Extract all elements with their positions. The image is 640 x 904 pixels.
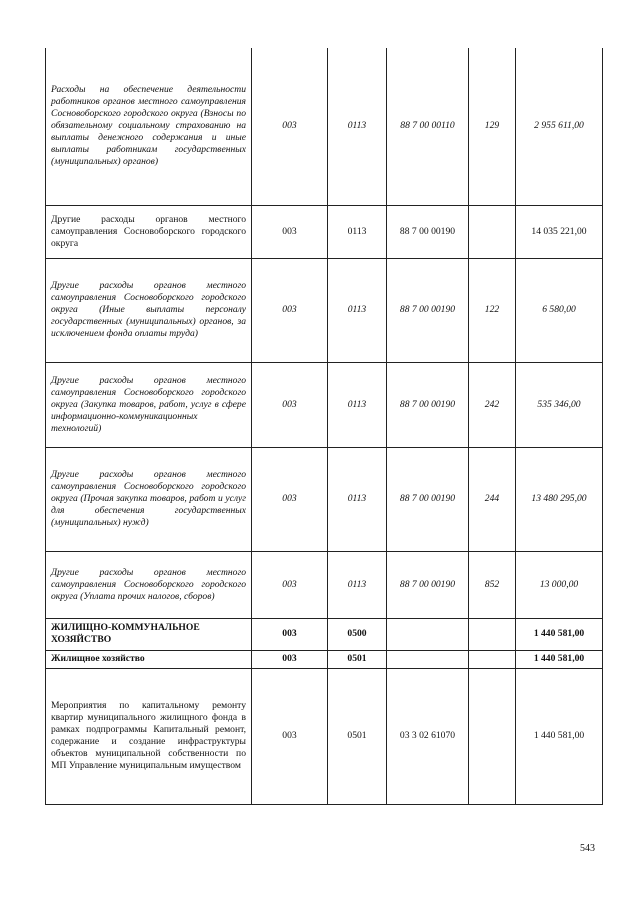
- table-row: [46, 362, 603, 447]
- row-expense-type: 129: [469, 48, 516, 205]
- row-ved-code: 003: [252, 205, 328, 258]
- row-amount: 1 440 581,00: [516, 668, 603, 804]
- row-amount: 535 346,00: [516, 362, 603, 447]
- row-target-article: [387, 618, 469, 650]
- row-ved-code: 003: [252, 668, 328, 804]
- row-description: Мероприятия по капитальному ремонту квартир муниципального жилищного фонда в рамках подпрограммы Капитальный ремонт, содержание и создание инфраструктуры объектов муниципальной собственности по МП Управление муниципальным имуществом: [46, 668, 252, 804]
- row-amount: 14 035 221,00: [516, 205, 603, 258]
- row-section-code: 0113: [328, 362, 387, 447]
- row-description: ЖИЛИЩНО-КОММУНАЛЬНОЕ ХОЗЯЙСТВО: [46, 618, 252, 650]
- row-target-article: [387, 650, 469, 668]
- row-expense-type: [469, 618, 516, 650]
- row-amount: 1 440 581,00: [516, 618, 603, 650]
- page-number: 543: [580, 843, 595, 854]
- row-section-code: 0501: [328, 668, 387, 804]
- table-row: [46, 650, 603, 668]
- row-description: Расходы на обеспечение деятельности работников органов местного самоуправления Сосновоборского городского округа (Взносы по обязательному социальному страхованию на выплаты денежного содержания и иные выплаты работникам государственных (муниципальных) органов): [46, 48, 252, 205]
- row-ved-code: 003: [252, 551, 328, 618]
- row-target-article: 88 7 00 00190: [387, 551, 469, 618]
- row-target-article: 88 7 00 00190: [387, 258, 469, 362]
- row-expense-type: 852: [469, 551, 516, 618]
- row-expense-type: [469, 668, 516, 804]
- row-target-article: 88 7 00 00190: [387, 362, 469, 447]
- row-section-code: 0501: [328, 650, 387, 668]
- row-description: Жилищное хозяйство: [46, 650, 252, 668]
- row-ved-code: 003: [252, 650, 328, 668]
- row-section-code: 0113: [328, 551, 387, 618]
- row-amount: 2 955 611,00: [516, 48, 603, 205]
- table-row: [46, 618, 603, 650]
- row-description: Другие расходы органов местного самоуправления Сосновоборского городского округа (Прочая закупка товаров, работ и услуг для обеспечения государственных (муниципальных) нужд): [46, 447, 252, 551]
- row-expense-type: 122: [469, 258, 516, 362]
- row-description: Другие расходы органов местного самоуправления Сосновоборского городского округа: [46, 205, 252, 258]
- row-description: Другие расходы органов местного самоуправления Сосновоборского городского округа (Закупка товаров, работ, услуг в сфере информационно-коммуникационных технологий): [46, 362, 252, 447]
- row-ved-code: 003: [252, 48, 328, 205]
- table-row: [46, 205, 603, 258]
- row-amount: 6 580,00: [516, 258, 603, 362]
- row-expense-type: 242: [469, 362, 516, 447]
- row-target-article: 88 7 00 00190: [387, 447, 469, 551]
- row-ved-code: 003: [252, 258, 328, 362]
- row-ved-code: 003: [252, 618, 328, 650]
- table-row: [46, 447, 603, 551]
- row-description: Другие расходы органов местного самоуправления Сосновоборского городского округа (Уплата прочих налогов, сборов): [46, 551, 252, 618]
- table-row: [46, 551, 603, 618]
- table-row: [46, 48, 603, 205]
- row-expense-type: 244: [469, 447, 516, 551]
- table-row: [46, 258, 603, 362]
- row-amount: 13 480 295,00: [516, 447, 603, 551]
- row-ved-code: 003: [252, 362, 328, 447]
- row-amount: 1 440 581,00: [516, 650, 603, 668]
- row-section-code: 0113: [328, 48, 387, 205]
- row-section-code: 0113: [328, 447, 387, 551]
- table-row: [46, 668, 603, 804]
- row-ved-code: 003: [252, 447, 328, 551]
- row-section-code: 0113: [328, 205, 387, 258]
- row-target-article: 88 7 00 00190: [387, 205, 469, 258]
- row-section-code: 0113: [328, 258, 387, 362]
- row-target-article: 88 7 00 00110: [387, 48, 469, 205]
- row-description: Другие расходы органов местного самоуправления Сосновоборского городского округа (Иные выплаты персоналу государственных (муниципальных) органов, за исключением фонда оплаты труда): [46, 258, 252, 362]
- budget-table: [45, 48, 603, 805]
- row-target-article: 03 3 02 61070: [387, 668, 469, 804]
- row-amount: 13 000,00: [516, 551, 603, 618]
- row-expense-type: [469, 205, 516, 258]
- row-expense-type: [469, 650, 516, 668]
- row-section-code: 0500: [328, 618, 387, 650]
